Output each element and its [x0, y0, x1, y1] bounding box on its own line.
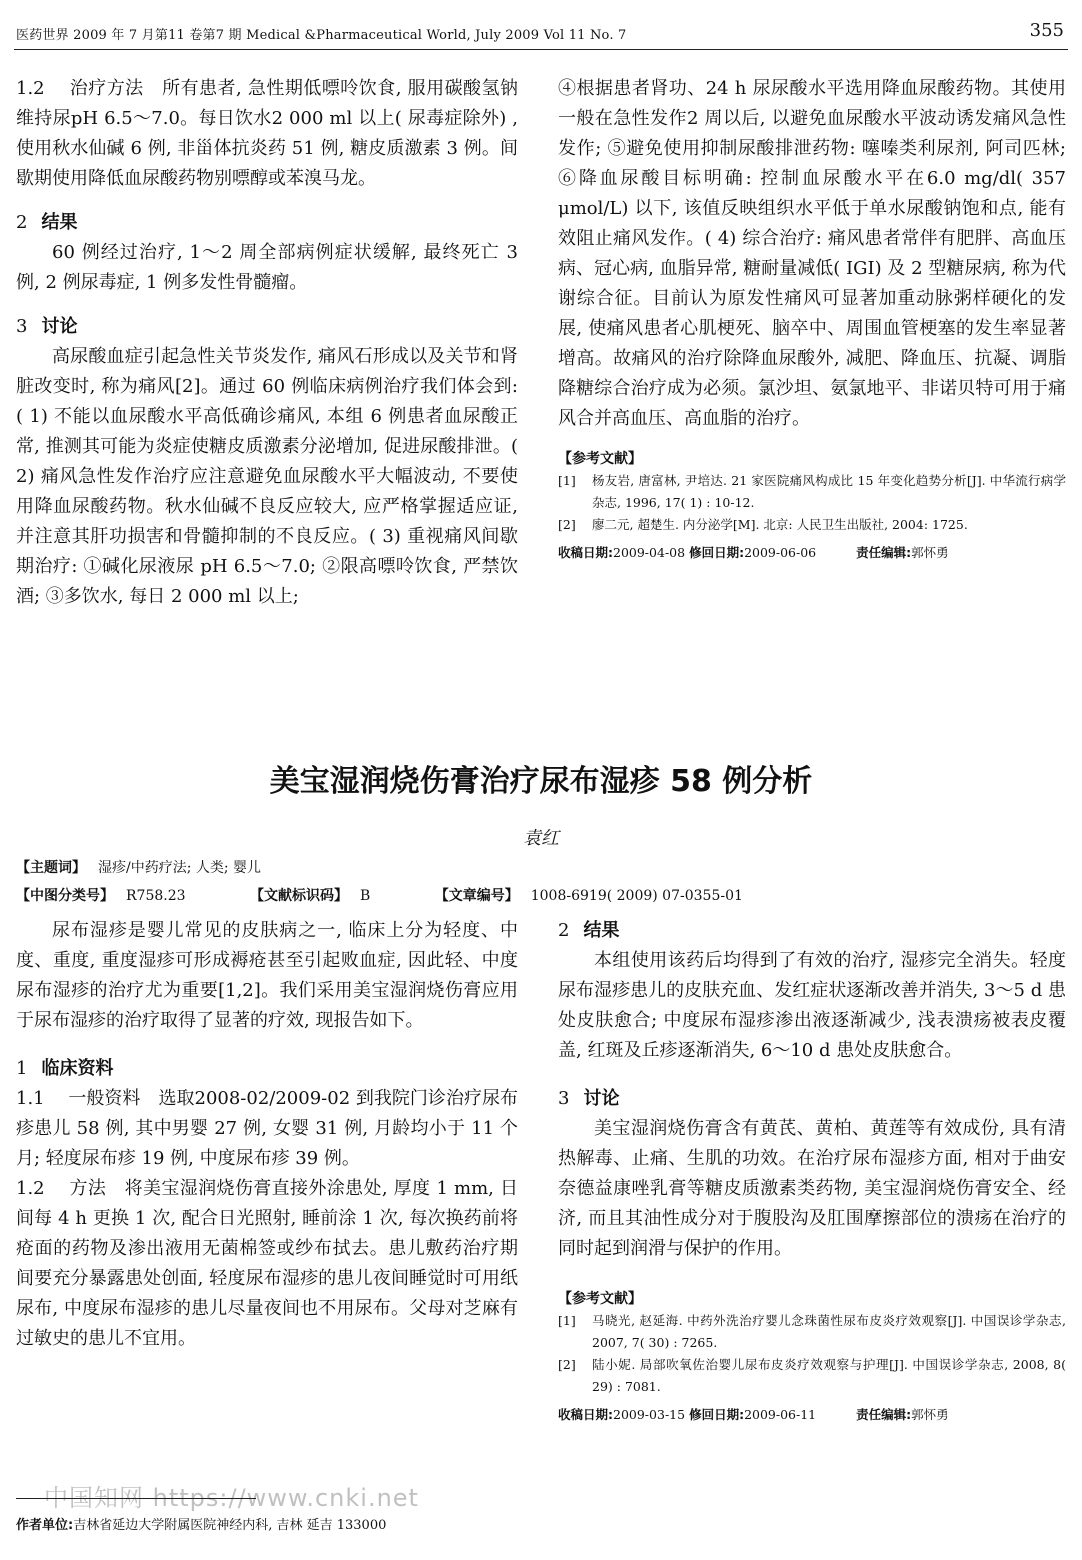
reference-number: [2] — [558, 1357, 576, 1372]
prev-method-paragraph: 1.2 治疗方法 所有患者, 急性期低嘌呤饮食, 服用碳酸氢钠维持尿pH 6.5～7.0。每日饮水2 000 ml 以上( 尿毒症除外) , 使用秋水仙碱 6 例, 非甾体抗炎药 51 例, 糖皮质激素 3 例。间歇期使用降低血尿酸药物别嘌醇或苯溴马龙。 — [16, 78, 518, 189]
heading-text: 结果 — [583, 920, 620, 941]
page-number: 355 — [1029, 20, 1064, 41]
doc-code-label: 【文献标识码】 — [249, 888, 348, 904]
article-number-value: 1008-6919( 2009) 07-0355-01 — [530, 888, 743, 904]
received-label: 收稿日期: — [558, 1407, 613, 1422]
article-title: 美宝湿润烧伤膏治疗尿布湿疹 58 例分析 — [269, 764, 813, 799]
doc-code-value: B — [359, 888, 371, 904]
result-heading — [558, 916, 1066, 946]
references-title: 【参考文献】 — [558, 1291, 642, 1307]
prev-right-column — [558, 74, 1066, 564]
prev-discussion-heading — [16, 312, 518, 342]
keywords-line — [16, 858, 261, 878]
keywords-label: 【主题词】 — [16, 860, 86, 876]
editor-name: 郭怀勇 — [911, 545, 949, 560]
received-label: 收稿日期: — [558, 545, 613, 560]
article-right-column — [558, 916, 1066, 1426]
revised-date: 2009-06-11 — [744, 1407, 817, 1422]
clc-value: R758.23 — [126, 888, 186, 904]
reference-number: [1] — [558, 473, 576, 488]
reference-item — [558, 514, 1066, 536]
cnki-watermark: 中国知网 https://www.cnki.net — [44, 1484, 419, 1512]
running-header — [14, 20, 1068, 50]
affiliation-text: 吉林省延边大学附属医院神经内科, 吉林 延吉 133000 — [73, 1518, 387, 1533]
keywords-text: 湿疹/中药疗法; 人类; 婴儿 — [98, 860, 262, 876]
revised-date: 2009-06-06 — [744, 545, 817, 560]
reference-text: 马晓光, 赵延海. 中药外洗治疗婴儿念珠菌性尿布皮炎疗效观察[J]. 中国误诊学杂志, 2007, 7( 30) : 7265. — [592, 1313, 1066, 1350]
reference-text: 陆小妮. 局部吹氧佐治婴儿尿布皮炎疗效观察与护理[J]. 中国误诊学杂志, 2008, 8( 29) : 7081. — [592, 1357, 1066, 1394]
discussion-heading — [558, 1084, 1066, 1114]
revised-label: 修回日期: — [689, 1407, 745, 1422]
reference-item — [558, 1310, 1066, 1354]
editor-name: 郭怀勇 — [911, 1407, 949, 1422]
reference-text: 杨友岩, 唐富林, 尹培达. 21 家医院痛风构成比 15 年变化趋势分析[J]. 中华流行病学杂志, 1996, 17( 1) : 10-12. — [592, 473, 1066, 510]
heading-text: 临床资料 — [41, 1058, 114, 1079]
prev-left-column — [16, 74, 518, 612]
heading-number: 1 — [16, 1058, 28, 1079]
received-date: 2009-03-15 — [613, 1407, 686, 1422]
heading-number: 2 — [16, 212, 28, 233]
article-author: 袁红 — [523, 828, 559, 849]
editor-label: 责任编辑: — [856, 545, 912, 560]
discussion-paragraph: 美宝湿润烧伤膏含有黄芪、黄柏、黄莲等有效成份, 具有清热解毒、止痛、生肌的功效。在治疗尿布湿疹方面, 相对于曲安奈德益康唑乳膏等糖皮质激素类药物, 美宝湿润烧伤膏安全、经济, 而且其油性成分对于腹股沟及肛围摩擦部位的溃疡在治疗的同时起到润滑与保护的作用。 — [558, 1118, 1066, 1259]
prev-references-title: 【参考文献】 — [558, 451, 642, 467]
clinical-data-heading — [16, 1054, 518, 1084]
heading-number: 2 — [558, 920, 570, 941]
journal-header: 医药世界 2009 年 7 月第11 卷第7 期 Medical &Pharmaceutical World, July 2009 Vol 11 No. 7 — [16, 28, 627, 43]
prev-continued-paragraph: ④根据患者肾功、24 h 尿尿酸水平选用降血尿酸药物。其使用一般在急性发作2 周以后, 以避免血尿酸水平波动诱发痛风急性发作; ⑤避免使用抑制尿酸排泄药物: 噻嗪类利尿剂, 阿司匹林; ⑥降血尿酸目标明确: 控制血尿酸水平在6.0 mg/dl( 357 μmol/L) 以下, 该值反映组织水平低于单水尿酸钠饱和点, 能有效阻止痛风发作。( 4) 综合治疗: 痛风患者常伴有肥胖、高血压病、冠心病, 血脂异常, 糖耐量减低( IGI) 及 2 型糖尿病, 称为代谢综合征。目前认为原发性痛风可显著加重动脉粥样硬化的发展, 使痛风患者心肌梗死、脑卒中、周围血管梗塞的发生率显著增高。故痛风的治疗除降血尿酸外, 减肥、降血压、抗凝、调脂降糖综合治疗成为必须。氯沙坦、氨氯地平、非诺贝特可用于痛风合并高血压、高血脂的治疗。 — [558, 78, 1066, 429]
clc-label: 【中图分类号】 — [16, 888, 114, 904]
footnote-divider — [16, 1498, 256, 1499]
heading-text: 讨论 — [583, 1088, 620, 1109]
prev-result-paragraph: 60 例经过治疗, 1～2 周全部病例症状缓解, 最终死亡 3 例, 2 例尿毒症, 1 例多发性骨髓瘤。 — [16, 242, 518, 293]
dates-line — [558, 1404, 1066, 1426]
intro-paragraph: 尿布湿疹是婴儿常见的皮肤病之一, 临床上分为轻度、中度、重度, 重度湿疹可形成褥疮甚至引起败血症, 因此轻、中度尿布湿疹的治疗尤为重要[1,2]。我们采用美宝湿润烧伤膏应用于尿布湿疹的治疗取得了显著的疗效, 现报告如下。 — [16, 920, 518, 1031]
received-date: 2009-04-08 — [613, 545, 686, 560]
method-paragraph: 1.2 方法 将美宝湿润烧伤膏直接外涂患处, 厚度 1 mm, 日间每 4 h 更换 1 次, 配合日光照射, 睡前涂 1 次, 每次换药前将疮面的药物及渗出液用无菌棉签或纱布拭去。患儿敷药治疗期间要充分暴露患处创面, 轻度尿布湿疹的患儿夜间睡觉时可用纸尿布, 中度尿布湿疹的患儿尽量夜间也不用尿布。父母对芝麻有过敏史的患儿不宜用。 — [16, 1178, 518, 1349]
heading-text: 结果 — [41, 212, 78, 233]
heading-number: 3 — [558, 1088, 570, 1109]
article-number-label: 【文章编号】 — [434, 888, 519, 904]
article-left-column — [16, 916, 518, 1354]
prev-result-heading — [16, 208, 518, 238]
author-affiliation — [16, 1514, 386, 1533]
revised-label: 修回日期: — [689, 545, 745, 560]
reference-text: 廖二元, 超楚生. 内分泌学[M]. 北京: 人民卫生出版社, 2004: 1725. — [592, 517, 968, 532]
reference-item — [558, 470, 1066, 514]
prev-discussion-paragraph: 高尿酸血症引起急性关节炎发作, 痛风石形成以及关节和肾脏改变时, 称为痛风[2]。通过 60 例临床病例治疗我们体会到: ( 1) 不能以血尿酸水平高低确诊痛风, 本组 6 例患者血尿酸正常, 推测其可能为炎症使糖皮质激素分泌增加, 促进尿酸排泄。( 2) 痛风急性发作治疗应注意避免血尿酸水平大幅波动, 不要使用降血尿酸药物。秋水仙碱不良反应较大, 应严格掌握适应证, 并注意其肝功损害和骨髓抑制的不良反应。( 3) 重视痛风间歇期治疗: ①碱化尿液尿 pH 6.5～7.0; ②限高嘌呤饮食, 严禁饮酒; ③多饮水, 每日 2 000 ml 以上; — [16, 346, 518, 607]
reference-number: [2] — [558, 517, 576, 532]
affiliation-label: 作者单位: — [16, 1518, 74, 1533]
reference-number: [1] — [558, 1313, 576, 1328]
heading-number: 3 — [16, 316, 28, 337]
general-data-paragraph: 1.1 一般资料 选取2008-02/2009-02 到我院门诊治疗尿布疹患儿 58 例, 其中男婴 27 例, 女婴 31 例, 月龄均小于 11 个月; 轻度尿布疹 19 例, 中度尿布疹 39 例。 — [16, 1088, 518, 1169]
prev-dates-line — [558, 542, 1066, 564]
heading-text: 讨论 — [41, 316, 78, 337]
result-paragraph: 本组使用该药后均得到了有效的治疗, 湿疹完全消失。轻度尿布湿疹患儿的皮肤充血、发红症状逐渐改善并消失, 3～5 d 患处皮肤愈合; 中度尿布湿疹渗出液逐渐减少, 浅表溃疡被表皮覆盖, 红斑及丘疹逐渐消失, 6～10 d 患处皮肤愈合。 — [558, 950, 1066, 1061]
classification-line — [16, 886, 743, 906]
reference-item — [558, 1354, 1066, 1398]
editor-label: 责任编辑: — [856, 1407, 912, 1422]
